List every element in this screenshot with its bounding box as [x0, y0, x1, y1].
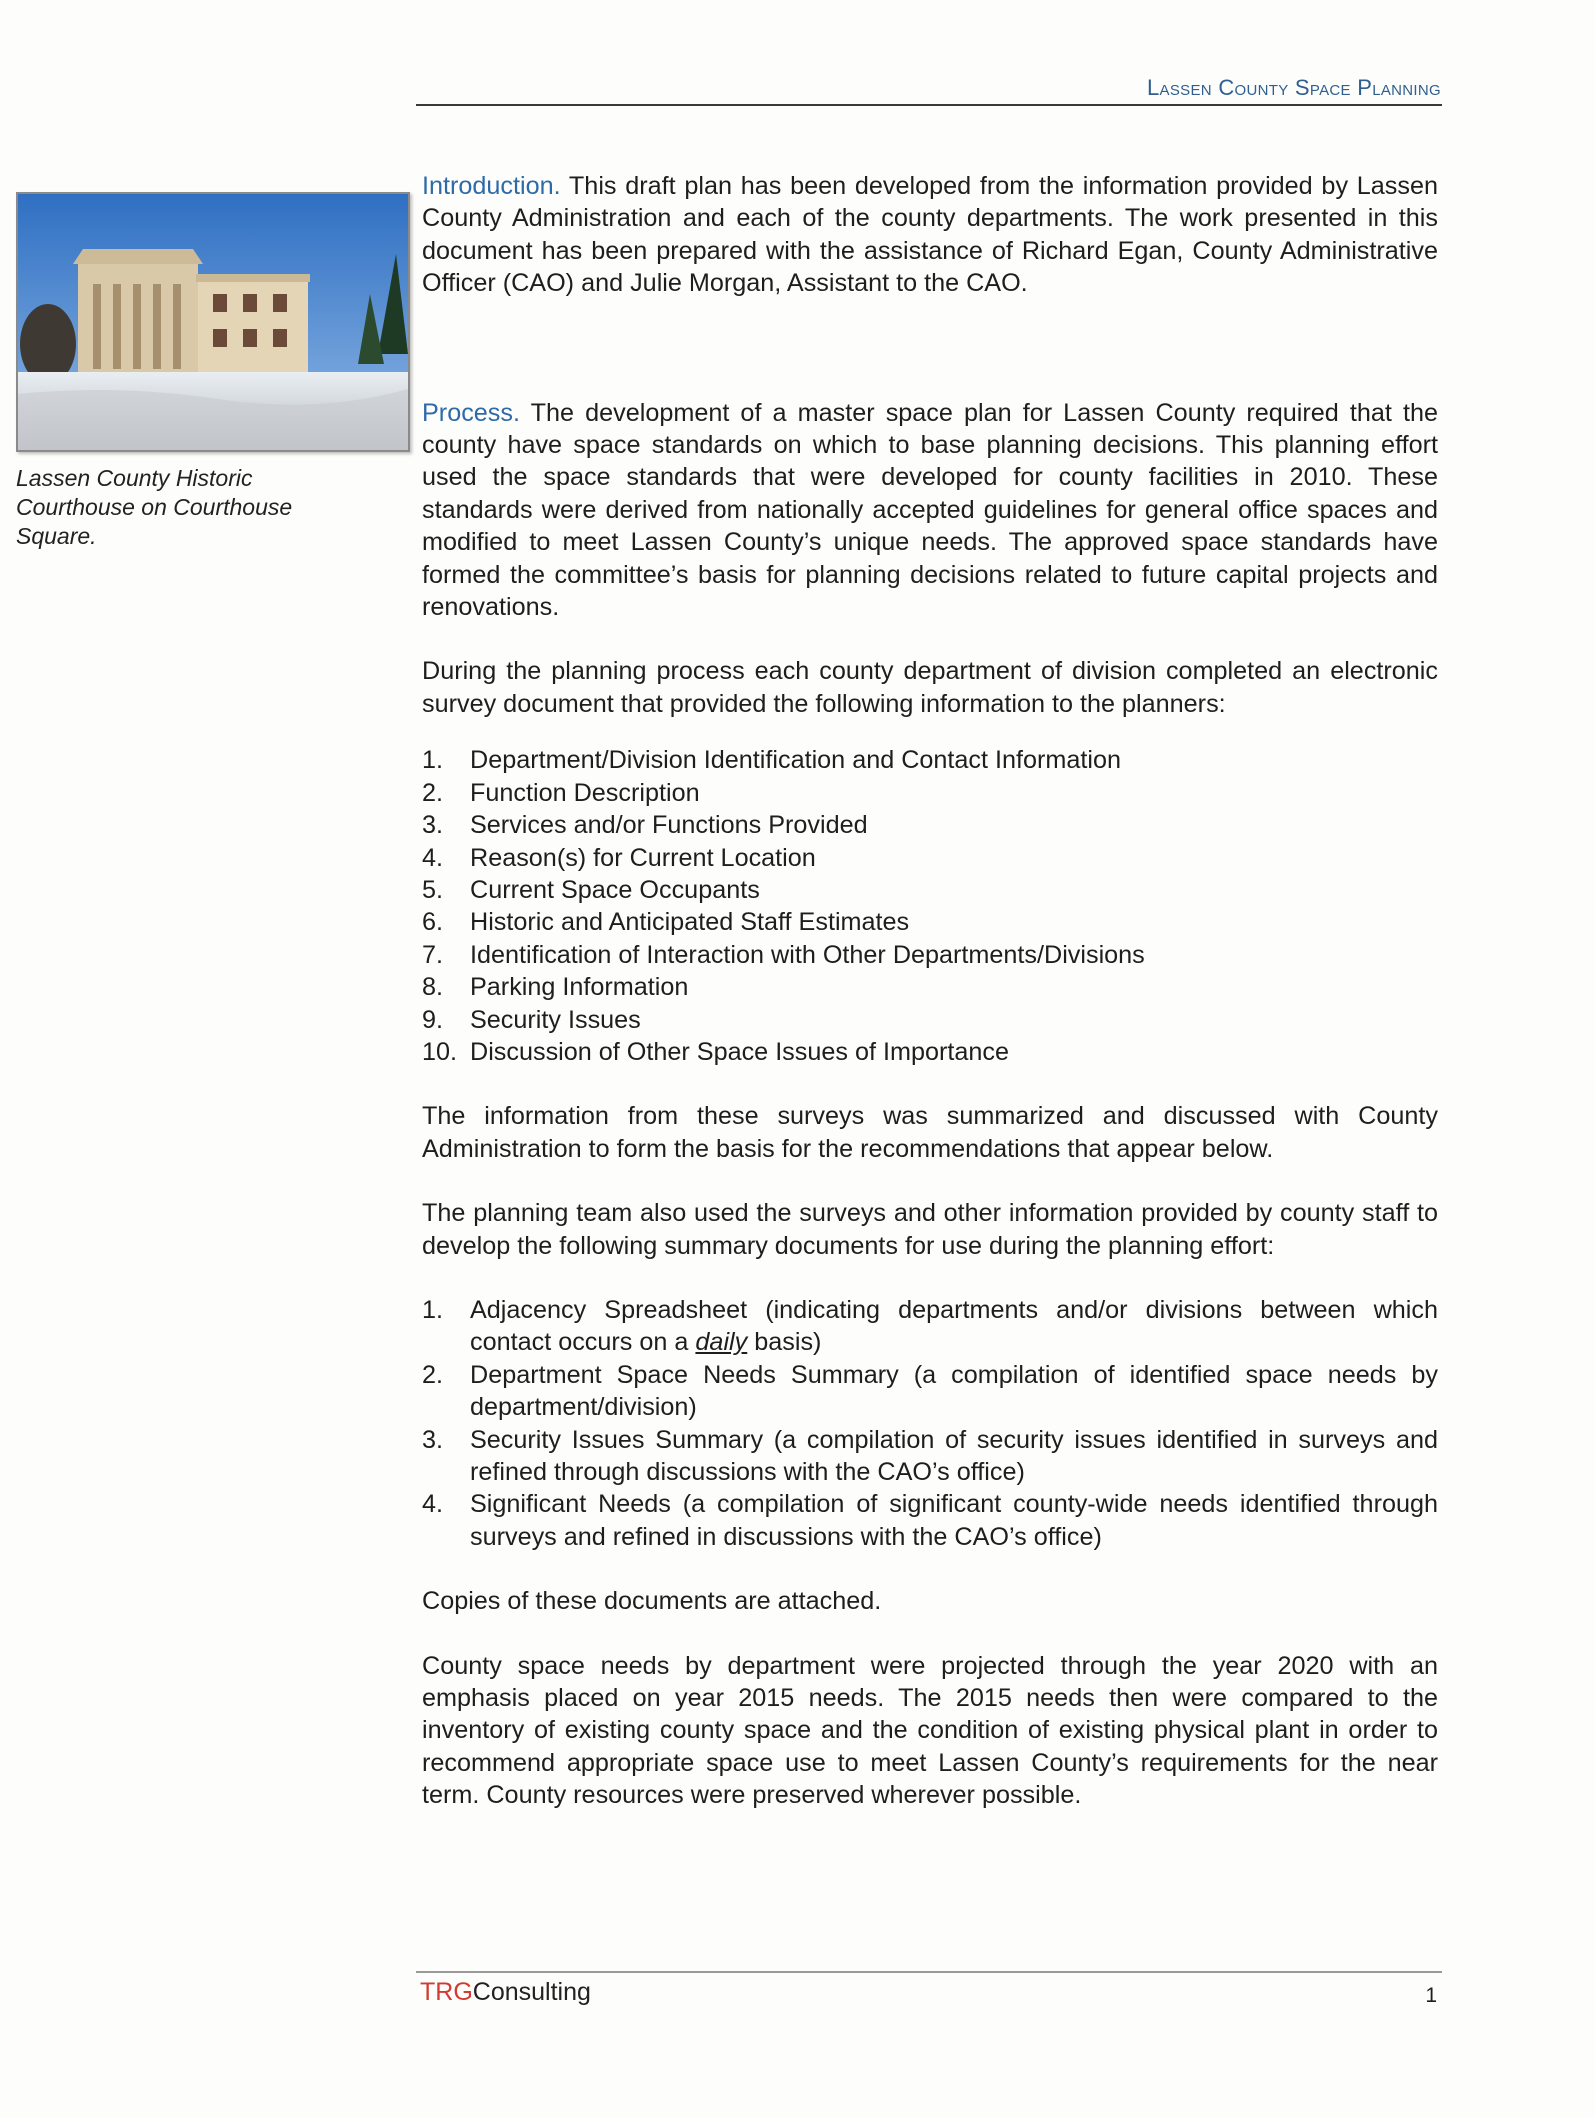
list-item	[422, 1424, 1438, 1489]
list-item-number: 4.	[422, 1490, 444, 1519]
list-item-number: 8.	[422, 973, 444, 1002]
list-item	[422, 1294, 1438, 1359]
list-item	[422, 939, 1438, 971]
list-item-text: Discussion of Other Space Issues of Importance	[470, 1037, 1009, 1066]
list-item	[422, 744, 1438, 776]
list-item-number: 6.	[422, 908, 444, 937]
list-item-number: 2.	[422, 1360, 444, 1389]
historic-courthouse-photo-icon	[18, 194, 408, 450]
list-item-text: Department Space Needs Summary (a compilation of identified space needs by department/division)	[470, 1360, 1438, 1422]
list-item-text: Department/Division Identification and Contact Information	[470, 746, 1122, 775]
list-item-text: Current Space Occupants	[470, 875, 760, 904]
list-item-number: 1.	[422, 746, 444, 775]
courthouse-photo	[16, 192, 410, 452]
footer-brand	[420, 1978, 591, 2007]
list-item-text: Security Issues	[470, 1005, 641, 1034]
summary-docs-list	[422, 1294, 1438, 1553]
footer-rule	[416, 1971, 1442, 1973]
list-item	[422, 906, 1438, 938]
list-item-number: 5.	[422, 875, 444, 904]
list-item-text: Adjacency Spreadsheet (indicating departments and/or divisions between which contact occurs on a	[470, 1295, 1438, 1357]
list-item	[422, 1359, 1438, 1424]
brand-trg: TRG	[420, 1978, 473, 2006]
daily-emphasis: daily	[695, 1328, 748, 1357]
planning-team-paragraph: The planning team also used the surveys and other information provided by county staff to develop the following summary documents for use during the planning effort:	[422, 1199, 1438, 1260]
summary-paragraph: The information from these surveys was summarized and discussed with County Administration to form the basis for the recommendations that appear below.	[422, 1102, 1438, 1163]
introduction-lead: Introduction.	[422, 172, 561, 200]
list-item-text: Function Description	[470, 778, 700, 807]
survey-items-list	[422, 744, 1438, 1068]
list-item-number: 3.	[422, 1425, 444, 1454]
list-item	[422, 1036, 1438, 1068]
process-text: The development of a master space plan for Lassen County required that the county have space standards on which to base planning decisions. This planning effort used the space standards that were developed for county facilities in 2010. These standards were derived from nationally accepted guidelines for general office spaces and modified to meet Lassen County’s unique needs. The approved space standards have formed the committee’s basis for planning decisions related to future capital projects and renovations.	[422, 398, 1439, 622]
list-item-number: 3.	[422, 811, 444, 840]
list-item-text: Historic and Anticipated Staff Estimates	[470, 908, 910, 937]
list-item-number: 9.	[422, 1005, 444, 1034]
list-item	[422, 1004, 1438, 1036]
list-item	[422, 777, 1438, 809]
list-item-text: Identification of Interaction with Other Departments/Divisions	[470, 940, 1145, 969]
page-number: 1	[1425, 1984, 1437, 2007]
list-item-text: Reason(s) for Current Location	[470, 843, 816, 872]
copies-paragraph: Copies of these documents are attached.	[422, 1587, 882, 1616]
process-paragraph	[422, 397, 1438, 624]
photo-caption: Lassen County Historic Courthouse on Courthouse Square.	[16, 465, 293, 549]
introduction-text: This draft plan has been developed from the information provided by Lassen County Administration and each of the county departments. The work presented in this document has been prepared with the assistance of Richard Egan, County Administrative Officer (CAO) and Julie Morgan, Assistant to the CAO.	[422, 172, 1438, 298]
list-item-number: 1.	[422, 1295, 444, 1324]
main-content	[422, 170, 1438, 1812]
projection-paragraph: County space needs by department were projected through the year 2020 with an emphasis placed on year 2015 needs. The 2015 needs then were compared to the inventory of existing county space and the condition of existing physical plant in order to recommend appropriate space use to meet Lassen County’s requirements for the near term. County resources were preserved wherever possible.	[422, 1651, 1438, 1810]
list-item-text: Services and/or Functions Provided	[470, 811, 868, 840]
page-header-title: Lassen County Space Planning	[1147, 75, 1441, 100]
brand-consulting: Consulting	[472, 1978, 591, 2006]
list-item	[422, 971, 1438, 1003]
introduction-paragraph	[422, 170, 1438, 300]
list-item	[422, 874, 1438, 906]
list-item-text: Significant Needs (a compilation of significant county-wide needs identified through surveys and refined in discussions with the CAO’s office)	[470, 1490, 1438, 1551]
list-item	[422, 842, 1438, 874]
survey-intro-paragraph: During the planning process each county department of division completed an electronic survey document that provided the following information to the planners:	[422, 657, 1438, 718]
list-item-text: Parking Information	[470, 973, 689, 1002]
list-item	[422, 809, 1438, 841]
list-item-text: Security Issues Summary (a compilation of security issues identified in surveys and refined through discussions with the CAO’s office)	[470, 1425, 1438, 1486]
list-item-text-end: basis)	[747, 1328, 822, 1357]
list-item-number: 10.	[422, 1037, 458, 1066]
list-item	[422, 1488, 1438, 1553]
header-rule	[416, 104, 1442, 106]
process-lead: Process.	[422, 398, 520, 427]
list-item-number: 2.	[422, 778, 444, 807]
list-item-number: 7.	[422, 940, 444, 969]
list-item-number: 4.	[422, 843, 444, 872]
